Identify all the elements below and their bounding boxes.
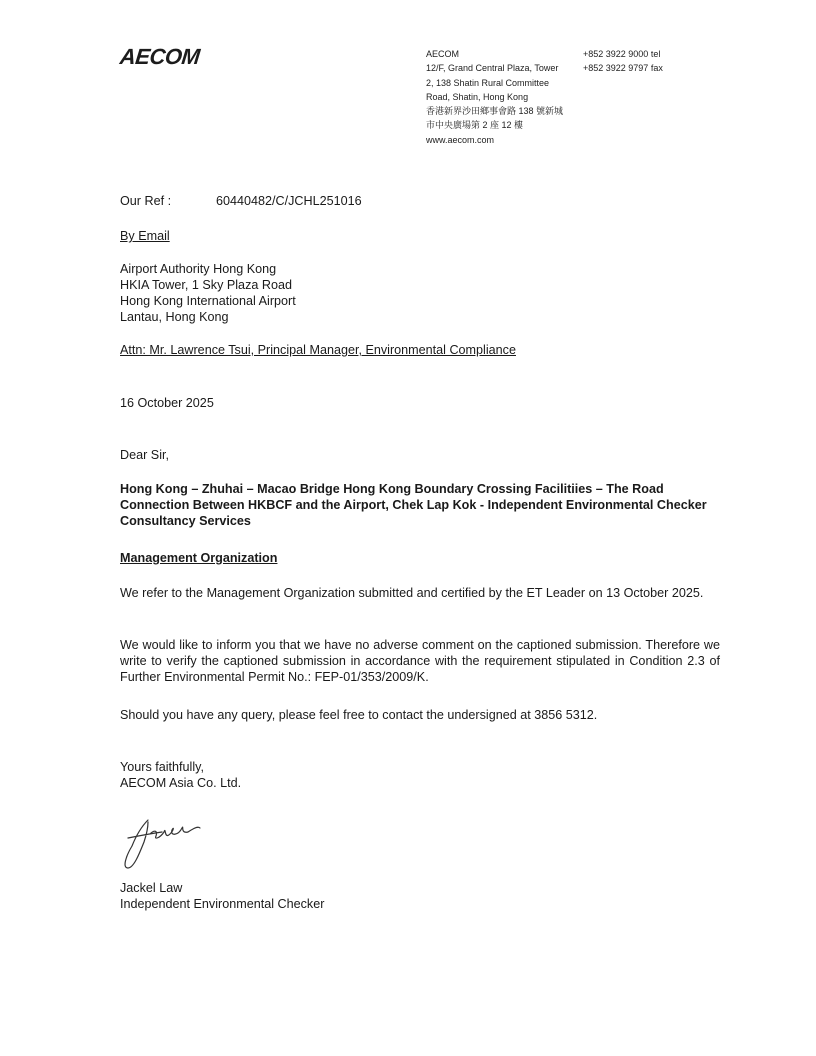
address-line: 市中央廣場第 2 座 12 樓 [426,120,524,131]
signer-title: Independent Environmental Checker [120,897,325,911]
body-paragraph: We would like to inform you that we have no adverse comment on the captioned submission. Therefore we write to verify the captioned submission in accordance with the requirement stipulated in Condition 2.3 of Further Environmental Permit No.: FEP-01/353/2009/K. [120,638,720,684]
salutation: Dear Sir, [120,448,169,462]
recipient-line: HKIA Tower, 1 Sky Plaza Road [120,278,292,292]
recipient-line: Airport Authority Hong Kong [120,262,277,276]
signer-name: Jackel Law [120,881,183,895]
address-line: 香港新界沙田鄉事會路 138 號新城 [426,106,564,117]
recipient-line: Lantau, Hong Kong [120,310,229,324]
subject-line: Hong Kong – Zhuhai – Macao Bridge Hong Kong Boundary Crossing Facilitiies – The Road Connection Between HKBCF and the Airport, Chek Lap Kok - Independent Environmental Checker Consultancy Services [120,482,707,528]
closing-company: AECOM Asia Co. Ltd. [120,776,242,790]
recipient-line: Hong Kong International Airport [120,294,296,308]
website: www.aecom.com [426,134,495,145]
company-address [426,47,563,147]
phone-tel: +852 3922 9000 tel [583,49,661,59]
address-line: Road, Shatin, Hong Kong [426,91,529,102]
body-paragraph: Should you have any query, please feel free to contact the undersigned at 3856 5312. [120,708,598,722]
address-line: 12/F, Grand Central Plaza, Tower [426,63,559,74]
reference-label: Our Ref : [120,194,172,208]
signature-icon [118,812,228,872]
attention-line: Attn: Mr. Lawrence Tsui, Principal Manager, Environmental Compliance [120,343,516,357]
address-line: AECOM [426,49,460,59]
signer-block [120,880,324,912]
recipient-address [120,261,296,325]
body-paragraph: We refer to the Management Organization submitted and certified by the ET Leader on 13 October 2025. [120,586,704,600]
section-heading: Management Organization [120,551,278,565]
address-line: 2, 138 Shatin Rural Committee [426,77,550,88]
letter-date: 16 October 2025 [120,396,214,410]
aecom-logo: AECOM [118,44,201,69]
company-contact [583,47,663,76]
phone-fax: +852 3922 9797 fax [583,63,663,74]
reference-value: 60440482/C/JCHL251016 [216,194,362,208]
signature-image [118,812,228,877]
closing-phrase: Yours faithfully, [120,760,205,774]
closing [120,759,241,791]
delivery-method: By Email [120,229,170,243]
